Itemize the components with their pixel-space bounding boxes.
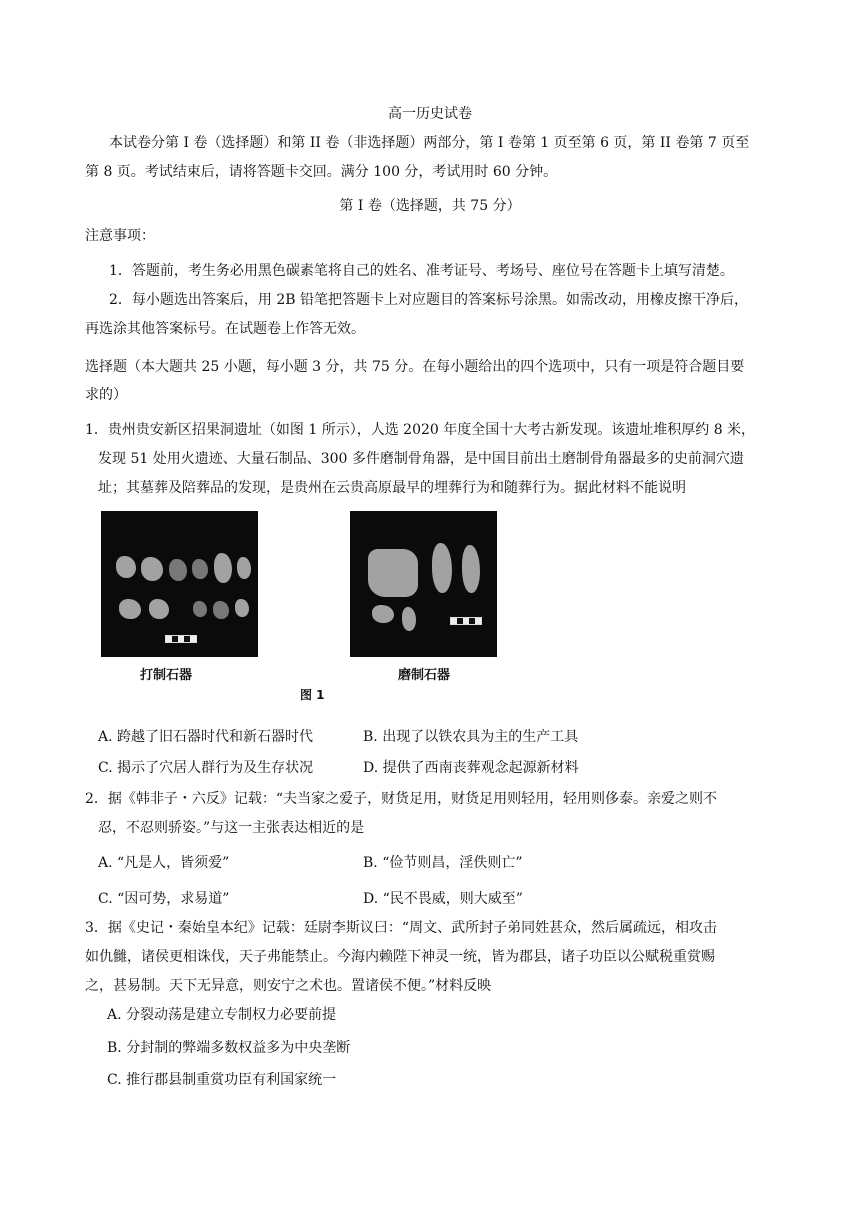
q3-option-b[interactable]: B. 分封制的弊端多数权益多为中央垄断 bbox=[107, 1040, 351, 1056]
notice-item-1: 1．答题前，考生务必用黑色碳素笔将自己的姓名、准考证号、考场号、座位号在答题卡上填写清楚。 bbox=[109, 263, 734, 279]
polished-stone-caption: 磨制石器 bbox=[398, 668, 451, 683]
q3-option-a[interactable]: A. 分裂动荡是建立专制权力必要前提 bbox=[107, 1007, 337, 1023]
choice-instructions-1: 选择题（本大题共 25 小题，每小题 3 分，共 75 分。在每小题给出的四个选项中，只有一项是符合题目要 bbox=[85, 359, 745, 375]
q2-stem-line-2: 忍，不忍则骄姿。”与这一主张表达相近的是 bbox=[98, 820, 365, 836]
intro-line-1: 本试卷分第 I 卷（选择题）和第 II 卷（非选择题）两部分，第 I 卷第 1 页至第 6 页，第 II 卷第 7 页至 bbox=[109, 135, 750, 151]
figure-label: 图 1 bbox=[300, 688, 325, 702]
q3-stem-line-3: 之，甚易制。天下无异意，则安宁之术也。置诸侯不便。”材料反映 bbox=[85, 978, 492, 994]
q1-stem-line-1: 1．贵州贵安新区招果洞遗址（如图 1 所示），人选 2020 年度全国十大考古新发现。该遗址堆积厚约 8 米， bbox=[85, 422, 756, 438]
page-title: 高一历史试卷 bbox=[388, 106, 472, 122]
notice-heading: 注意事项： bbox=[85, 228, 155, 244]
intro-line-2: 第 8 页。考试结束后，请将答题卡交回。满分 100 分，考试用时 60 分钟。 bbox=[85, 164, 558, 180]
q2-option-d[interactable]: D. “民不畏威，则大威至” bbox=[363, 891, 523, 907]
chipped-stone-caption: 打制石器 bbox=[140, 668, 193, 683]
q1-option-b[interactable]: B. 出现了以铁农具为主的生产工具 bbox=[363, 729, 579, 745]
choice-instructions-2: 求的） bbox=[85, 387, 127, 403]
q1-option-a[interactable]: A. 跨越了旧石器时代和新石器时代 bbox=[98, 729, 314, 745]
q2-option-b[interactable]: B. “俭节则昌，淫佚则亡” bbox=[363, 855, 523, 871]
q3-stem-line-1: 3．据《史记・秦始皇本纪》记载：廷尉李斯议曰：“周文、武所封子弟同姓甚众，然后属疏远，相攻击 bbox=[85, 920, 718, 936]
q2-stem-line-1: 2．据《韩非子・六反》记载：“夫当家之爱子，财货足用，财货足用则轻用，轻用则侈泰。亲爱之则不 bbox=[85, 791, 718, 807]
q2-option-a[interactable]: A. “凡是人，皆须爱” bbox=[98, 855, 230, 871]
q3-option-c[interactable]: C. 推行郡县制重赏功臣有利国家统一 bbox=[107, 1072, 337, 1088]
notice-item-2: 2．每小题选出答案后，用 2B 铅笔把答题卡上对应题目的答案标号涂黑。如需改动，用橡皮擦干净后， bbox=[109, 292, 749, 308]
notice-item-2-cont: 再选涂其他答案标号。在试题卷上作答无效。 bbox=[85, 321, 365, 337]
q1-option-d[interactable]: D. 提供了西南丧葬观念起源新材料 bbox=[363, 760, 579, 776]
q2-option-c[interactable]: C. “因可势，求易道” bbox=[98, 891, 230, 907]
chipped-stone-tools-photo bbox=[101, 511, 258, 657]
q1-stem-line-3: 址；其墓葬及陪葬品的发现，是贵州在云贵高原最早的埋葬行为和随葬行为。据此材料不能说明 bbox=[98, 480, 686, 496]
q3-stem-line-2: 如仇雠，诸侯更相诛伐，天子弗能禁止。今海内赖陛下神灵一统，皆为郡县，诸子功臣以公赋税重赏赐 bbox=[85, 949, 715, 965]
q1-option-c[interactable]: C. 揭示了穴居人群行为及生存状况 bbox=[98, 760, 314, 776]
q1-stem-line-2: 发现 51 处用火遗迹、大量石制品、300 多件磨制骨角器，是中国目前出土磨制骨角器最多的史前洞穴遗 bbox=[98, 451, 744, 467]
section-title: 第 I 卷（选择题，共 75 分） bbox=[339, 198, 521, 214]
polished-stone-tools-photo bbox=[350, 511, 497, 657]
